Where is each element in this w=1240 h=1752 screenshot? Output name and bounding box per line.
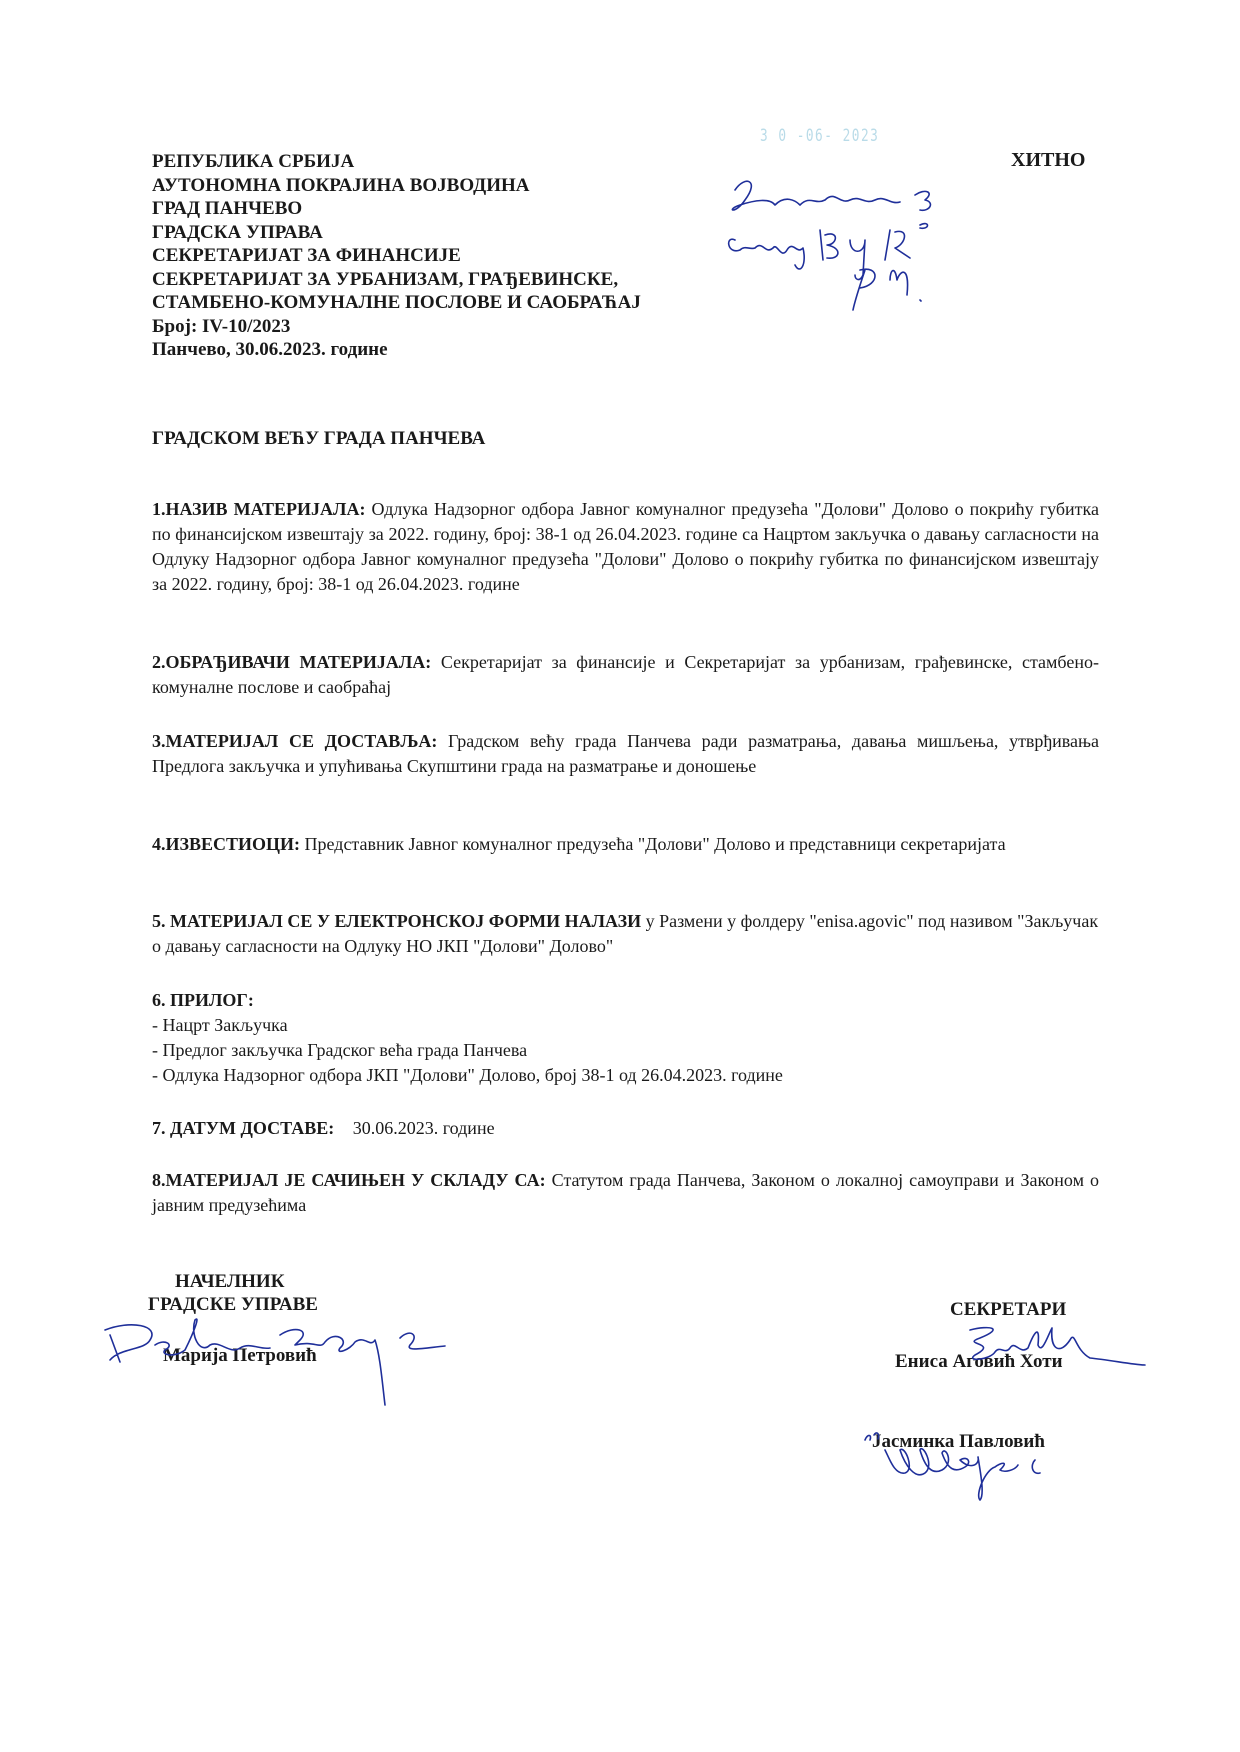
section-label: 8.МАТЕРИЈАЛ ЈЕ САЧИЊЕН У СКЛАДУ СА: xyxy=(152,1170,546,1190)
letterhead-line: ГРАД ПАНЧЕВО xyxy=(152,198,303,219)
section-text: Градском већу града Панчева ради разматрања, давања мишљења, утврђивања Предлога закључка и упућивања Скупштини града на разматрање и доношење xyxy=(152,731,1100,776)
section-4 xyxy=(152,832,1099,857)
section-7 xyxy=(152,1116,1099,1141)
section-label: 1.НАЗИВ МАТЕРИЈАЛА: xyxy=(152,499,366,519)
letterhead-line: СЕКРЕТАРИЈАТ ЗА УРБАНИЗАМ, ГРАЂЕВИНСКЕ, xyxy=(152,268,619,290)
letterhead-line: РЕПУБЛИКА СРБИЈА xyxy=(152,151,355,172)
attachment-item: - Нацрт Закључка xyxy=(152,1015,288,1035)
letterhead xyxy=(152,150,641,362)
signature-left xyxy=(100,1300,480,1410)
attachment-item: - Предлог закључка Градског већа града Панчева xyxy=(152,1040,528,1060)
section-label: 7. ДАТУМ ДОСТАВЕ: xyxy=(152,1118,335,1138)
section-text: Одлука Надзорног одбора Јавног комуналног предузећа "Долови" Долово о покрићу губитка по финансијском извештају за 2022. годину, број: 38-1 од 26.04.2023. године са Нацртом закључка о давању сагласности на Одлуку Надзорног одбора Јавног комуналног предузећа "Долови" Долово о покрићу губитка по финансијском извештају за 2022. годину, број: 38-1 од 26.04.2023. године xyxy=(152,499,1099,594)
document-date: Панчево, 30.06.2023. године xyxy=(152,339,388,360)
section-label: 3.МАТЕРИЈАЛ СЕ ДОСТАВЉА: xyxy=(152,731,438,751)
document-number: Број: IV-10/2023 xyxy=(152,315,291,337)
handwritten-note xyxy=(715,170,1015,320)
section-label: 4.ИЗВЕСТИОЦИ: xyxy=(152,834,301,854)
section-8 xyxy=(152,1168,1099,1218)
section-3 xyxy=(152,729,1099,779)
signatory-title: СЕКРЕТАРИ xyxy=(950,1299,1067,1320)
letterhead-line: АУТОНОМНА ПОКРАЈИНА ВОЈВОДИНА xyxy=(152,174,530,196)
section-2 xyxy=(152,650,1099,700)
recipient: ГРАДСКОМ ВЕЋУ ГРАДА ПАНЧЕВА xyxy=(152,428,486,449)
section-text: Секретаријат за финансије и Секретаријат за урбанизам, грађевинске, стамбено-комуналне послове и саобраћај xyxy=(152,652,1099,697)
urgent-label: ХИТНО xyxy=(1011,149,1086,171)
signatory-name: Јасминка Павловић xyxy=(872,1431,1045,1452)
section-label: 6. ПРИЛОГ: xyxy=(152,990,254,1010)
signature-right-1 xyxy=(950,1320,1150,1380)
signature-right-2 xyxy=(860,1425,1100,1515)
section-5 xyxy=(152,909,1099,959)
signatory-name: Марија Петровић xyxy=(163,1345,317,1366)
signatory-title: ГРАДСКЕ УПРАВЕ xyxy=(148,1294,318,1315)
section-label: 5. МАТЕРИЈАЛ СЕ У ЕЛЕКТРОНСКОЈ ФОРМИ НАЛАЗИ xyxy=(152,911,642,931)
section-text: 30.06.2023. године xyxy=(352,1118,495,1138)
attachment-item: - Одлука Надзорног одбора ЈКП "Долови" Долово, број 38-1 од 26.04.2023. године xyxy=(152,1065,783,1085)
letterhead-line: СТАМБЕНО-КОМУНАЛНЕ ПОСЛОВЕ И САОБРАЋАЈ xyxy=(152,292,641,313)
section-label: 2.ОБРАЂИВАЧИ МАТЕРИЈАЛА: xyxy=(152,652,432,672)
section-text: у Размени у фолдеру "enisa.agovic" под називом "Закључак о давању сагласности на Одлуку НО ЈКП "Долови" Долово" xyxy=(152,911,1099,956)
signatory-name: Ениса Аговић Хоти xyxy=(895,1351,1063,1372)
section-1 xyxy=(152,497,1099,597)
received-stamp: 3 0 -06- 2023 xyxy=(760,126,880,146)
section-text: Статутом града Панчева, Законом о локалној самоуправи и Законом о јавним предузећима xyxy=(152,1170,1100,1215)
section-6 xyxy=(152,988,1099,1088)
letterhead-line: СЕКРЕТАРИЈАТ ЗА ФИНАНСИЈЕ xyxy=(152,245,461,266)
section-text: Представник Јавног комуналног предузећа "Долови" Долово и представници секретаријата xyxy=(304,834,1006,854)
letterhead-line: ГРАДСКА УПРАВА xyxy=(152,221,323,243)
signatory-title: НАЧЕЛНИК xyxy=(175,1271,285,1292)
